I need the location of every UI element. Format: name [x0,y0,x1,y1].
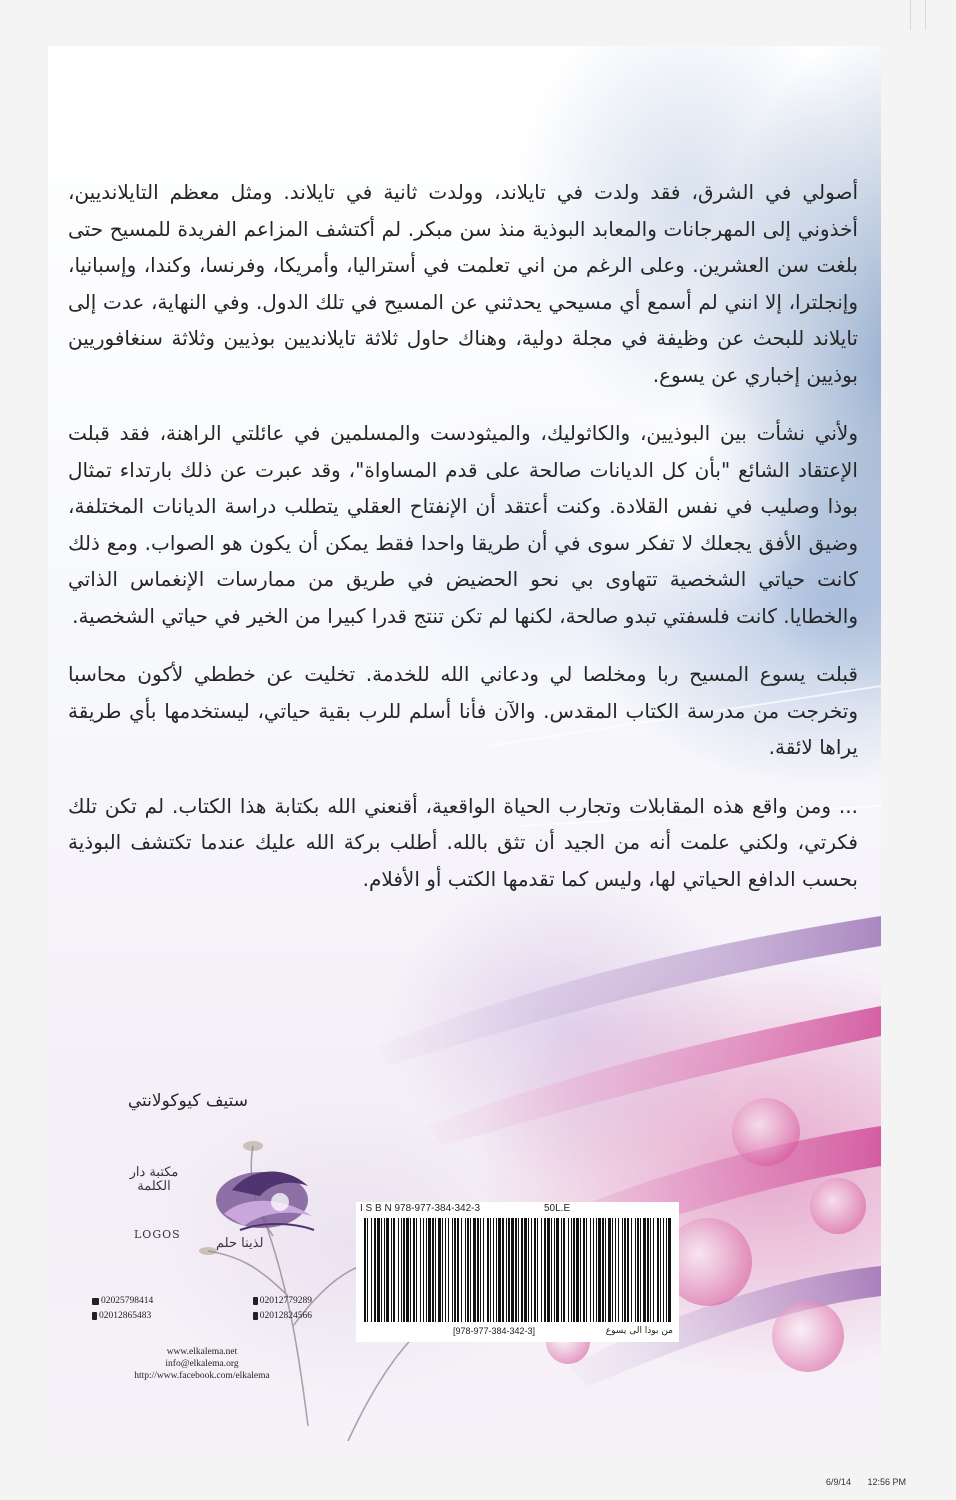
barcode-bar [428,1218,431,1322]
barcode-bar [470,1218,471,1322]
print-time: 12:56 PM [867,1477,906,1487]
mobile-phone-icon [253,1312,258,1320]
barcode-bar [364,1218,366,1322]
barcode-bar [465,1218,466,1322]
facebook-link: http://www.facebook.com/elkalema [134,1371,270,1381]
barcode-bar [631,1218,632,1322]
barcode-bar [502,1218,504,1322]
email-link: info@elkalema.org [165,1359,239,1369]
barcode-bar [624,1218,626,1322]
barcode-bar [496,1218,497,1322]
barcode-bar [531,1218,532,1322]
barcode-bar [612,1218,613,1322]
barcode-bar [544,1218,546,1322]
barcode-bar [576,1218,579,1322]
barcode-bar [457,1218,459,1322]
barcode-bar [487,1218,489,1322]
barcode-bar [605,1218,606,1322]
barcode-bar [426,1218,427,1322]
author-name: ستيف كيوكولانتي [127,1091,248,1111]
barcode-bar [660,1218,661,1322]
barcode-bar [640,1218,641,1322]
print-timestamp [826,1477,906,1487]
blurb-paragraph-3: قبلت يسوع المسيح ربا ومخلصا لي ودعاني الله للخدمة. تخليت عن خططي لأكون محاسبا وتخرجت من مدرسة الكتاب المقدس. والآن فأنا أسلم للرب بقية حياتي، ليستخدمها بأي طريقة يراها لائقة. [68,662,858,759]
barcode-bar [547,1218,550,1322]
publisher-phones [92,1296,312,1326]
barcode-bar [583,1218,585,1322]
barcode-bar [410,1218,411,1322]
barcode-bar [508,1218,510,1322]
blurb-paragraph-1: أصولي في الشرق، فقد ولدت في تايلاند، وولدت ثانية في تايلاند. ومثل معظم التايلانديين، أخذوني إلى المهرجانات والمعابد البوذية منذ سن مبكر. لم أكتشف المزاعم الفريدة للمسيح حتى بلغت سن العشرين. وعلى الرغم من اني تعلمت في أستراليا، وأمريكا، وفرنسا، وكندا، وإسبانيا، وإنجلترا، إلا انني لم أسمع أي مسيحي يحدثني عن المسيح في تلك الدول. وفي النهاية، عدت إلى تايلاند للبحث عن وظيفة في مجلة دولية، وهناك حاول ثلاثة تايلانديين بوذيين وثلاثة سنغافوريين بوذيين إخباري عن يسوع. [68,180,858,387]
barcode-bar [647,1218,649,1322]
barcode-bar [391,1218,392,1322]
barcode-bar [483,1218,484,1322]
barcode-bar [586,1218,587,1322]
phone-row [92,1311,312,1321]
website-link: www.elkalema.net [166,1347,238,1357]
publisher-name-arabic: مكتبة دار الكلمة [129,1165,179,1194]
barcode-bar [420,1218,421,1322]
barcode-bar [568,1218,569,1322]
phone-entry: 02012824566 [253,1311,312,1321]
barcode-bar [666,1218,667,1322]
barcode-bar [384,1218,385,1322]
barcode-bar [528,1218,529,1322]
barcode-bar [467,1218,469,1322]
barcode-bar [643,1218,646,1322]
barcode-bar [524,1218,527,1322]
barcode-bar [534,1218,536,1322]
barcode-bar [608,1218,611,1322]
barcode-bar [563,1218,565,1322]
telephone-icon [92,1298,99,1305]
barcode-bar [622,1218,623,1322]
isbn-barcode-box [356,1202,679,1342]
barcode-bar [438,1218,441,1322]
barcode-bar [498,1218,501,1322]
barcode-bar [393,1218,395,1322]
barcode-bar [515,1218,517,1322]
barcode-bar [598,1218,601,1322]
phone-entry: 02012865483 [92,1311,151,1321]
back-cover-blurb [68,174,858,919]
barcode-bar [406,1218,409,1322]
barcode-bars [360,1218,675,1322]
barcode-bar [454,1218,456,1322]
phone-row [92,1296,312,1306]
barcode-bar [371,1218,372,1322]
publisher-imprint: لذينا حلم [216,1236,264,1251]
barcode-bar [374,1218,376,1322]
barcode-bar [377,1218,380,1322]
barcode-bar [493,1218,494,1322]
page-edge-mark [910,0,926,30]
barcode-bar [480,1218,481,1322]
barcode-bar [403,1218,405,1322]
barcode-bar [398,1218,399,1322]
blurb-paragraph-2: ولأني نشأت بين البوذيين، والكاثوليك، والميثودست والمسلمين في عائلتي الراهنة، فقد قبلت الإعتقاد الشائع "بأن كل الديانات صالحة على قدم المساواة"، وقد عبرت عن ذلك بارتداء تمثال بوذا وصليب في نفس القلادة. وكنت أعتقد أن الإنفتاح العقلي يتطلب دراسة الديانات المختلفة، وضيق الأفق يجعلك لا تفكر سوى في أن طريقا واحدا فقط يمكن أن يكون هو الصواب. ومع ذلك كانت حياتي الشخصية تتهاوى بي نحو الحضيض في طريق من ممارسات الإنغماس الذاتي والخطايا. كانت فلسفتي تبدو صالحة، لكنها لم تكن تنتج قدرا كبيرا من الخير في حياتي الشخصية. [68,421,858,628]
barcode-bar [401,1218,402,1322]
barcode-bar [596,1218,597,1322]
barcode-bar [650,1218,651,1322]
publisher-links [92,1346,312,1382]
barcode-bar [663,1218,664,1322]
barcode-bar [668,1218,671,1322]
barcode-bar [442,1218,443,1322]
barcode-bar [490,1218,491,1322]
barcode-bar [618,1218,619,1322]
barcode-bar [573,1218,575,1322]
barcode-bar [518,1218,519,1322]
barcode-bar [461,1218,462,1322]
barcode-bar [590,1218,591,1322]
publisher-logo [112,1156,322,1286]
barcode-bar [556,1218,559,1322]
barcode-bar [413,1218,415,1322]
barcode-bar [561,1218,562,1322]
barcode-number: [978-977-384-342-3] [453,1326,536,1336]
barcode-bar [637,1218,639,1322]
barcode-bar [657,1218,659,1322]
barcode-bar [635,1218,636,1322]
price-code: 50L.E [544,1203,571,1214]
book-back-cover [48,46,881,1460]
barcode-bar [367,1218,368,1322]
barcode-bar [477,1218,479,1322]
barcode-bar [580,1218,581,1322]
blurb-paragraph-4: ... ومن واقع هذه المقابلات وتجارب الحياة الواقعية، أقنعني الله بكتابة هذا الكتاب. لم تكن تلك فكرتي، ولكني علمت أنه من الجيد أن تثق بالله. أطلب بركة الله عليك عندما تكتشف البوذية بحسب الدافع الحياتي لها، وليس كما تقدمها الكتب أو الأفلام. [68,793,858,891]
barcode-bar [571,1218,572,1322]
barcode-bar [593,1218,594,1322]
mobile-phone-icon [253,1297,258,1305]
barcode-bar [602,1218,604,1322]
barcode-bar [473,1218,476,1322]
barcode-bar [381,1218,382,1322]
phone-entry: 02025798414 [92,1296,153,1306]
isbn-label: I S B N 978-977-384-342-3 [360,1203,481,1214]
publisher-name-latin: LOGOS [134,1228,181,1241]
barcode-bar [445,1218,446,1322]
barcode-bar [448,1218,449,1322]
barcode-bar [541,1218,542,1322]
barcode-bar [452,1218,453,1322]
phone-entry: 02012779289 [253,1296,312,1306]
barcode-bar [386,1218,389,1322]
barcode-bar [554,1218,555,1322]
barcode-bar [653,1218,654,1322]
book-title-small: من بوذا الى يسوع [605,1326,673,1336]
barcode-bar [615,1218,616,1322]
barcode-bar [416,1218,417,1322]
barcode-bar [627,1218,629,1322]
barcode-bar [435,1218,436,1322]
mobile-phone-icon [92,1312,97,1320]
barcode-bar [551,1218,552,1322]
barcode-bar [511,1218,514,1322]
barcode-bar [506,1218,507,1322]
print-date: 6/9/14 [825,1477,851,1487]
barcode-bar [537,1218,538,1322]
barcode-bar [423,1218,424,1322]
barcode-bar [432,1218,434,1322]
barcode-bar [521,1218,523,1322]
